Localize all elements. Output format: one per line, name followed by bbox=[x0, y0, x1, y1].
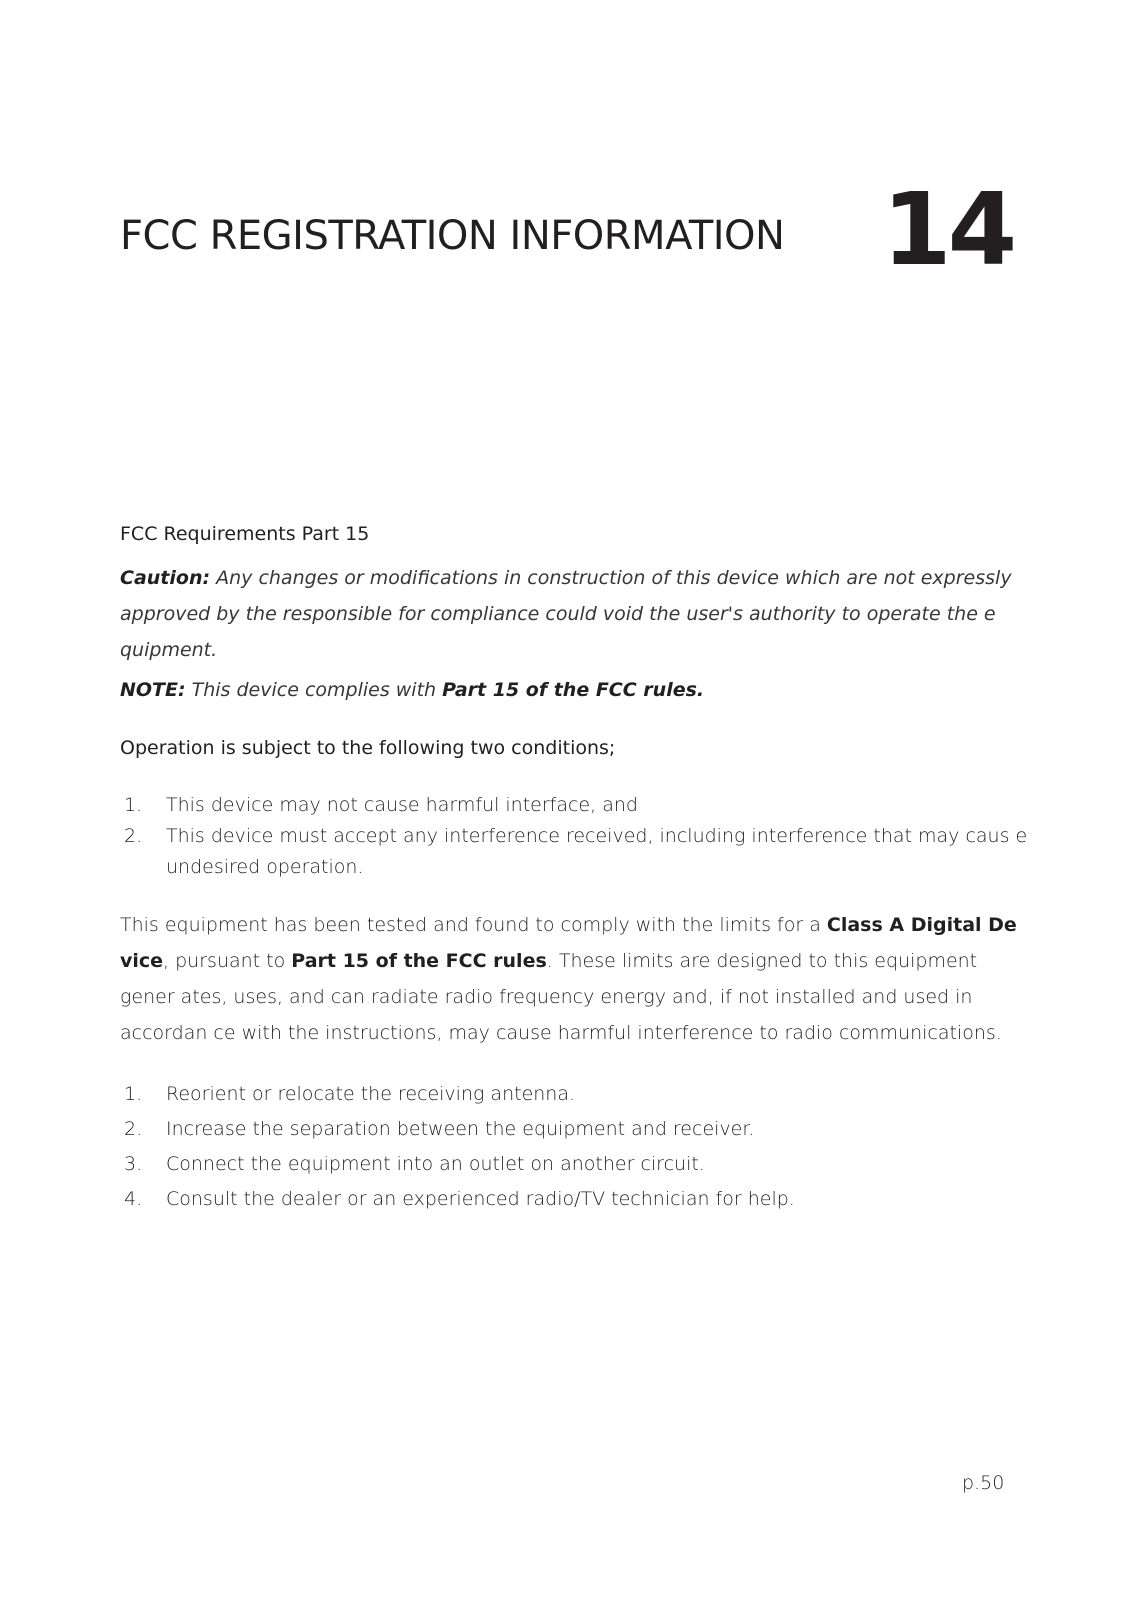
caution-text: Any changes or modifications in construction of this device which are not expressly approved by the responsible for compliance could void the user's authority to operate the e quipment. bbox=[120, 567, 1012, 661]
list-item bbox=[120, 1182, 1030, 1217]
equipment-text-1: This equipment has been tested and found to comply with the limits for a bbox=[120, 914, 827, 936]
list-item bbox=[120, 1077, 1030, 1112]
note-label: NOTE: bbox=[120, 679, 186, 701]
list-item-text: This device may not cause harmful interface, and bbox=[166, 794, 638, 816]
list-item bbox=[120, 821, 1030, 883]
equipment-rules-label: Part 15 of the FCC rules bbox=[291, 950, 547, 972]
list-item bbox=[120, 790, 1030, 821]
list-item-text: Reorient or relocate the receiving antenna. bbox=[166, 1083, 576, 1105]
list-item bbox=[120, 1147, 1030, 1182]
measures-list bbox=[120, 1077, 1030, 1217]
chapter-title: FCC REGISTRATION INFORMATION bbox=[120, 212, 785, 259]
section-heading: FCC Requirements Part 15 bbox=[120, 523, 370, 545]
list-item-text: Connect the equipment into an outlet on another circuit. bbox=[166, 1153, 705, 1175]
list-item-number: 2. bbox=[124, 1118, 143, 1140]
note-text: This device complies with bbox=[185, 679, 443, 701]
list-item-number: 1. bbox=[124, 794, 143, 816]
chapter-number: 14 bbox=[882, 171, 1014, 288]
list-item-text: This device must accept any interference received, including interference that may caus e undesired operation. bbox=[166, 825, 1028, 878]
page-content bbox=[120, 522, 1030, 1217]
equipment-text-2: , pursuant to bbox=[163, 950, 292, 972]
list-item-number: 1. bbox=[124, 1083, 143, 1105]
list-item-number: 4. bbox=[124, 1188, 143, 1210]
note-emphasis: Part 15 of the FCC rules. bbox=[442, 679, 705, 701]
note-paragraph bbox=[120, 672, 1030, 708]
equipment-paragraph bbox=[120, 907, 1030, 1051]
caution-paragraph bbox=[120, 560, 1030, 668]
page-number: p.50 bbox=[962, 1472, 1005, 1494]
list-item-number: 3. bbox=[124, 1153, 143, 1175]
list-item-text: Consult the dealer or an experienced radio/TV technician for help. bbox=[166, 1188, 795, 1210]
caution-label: Caution: bbox=[120, 567, 211, 589]
list-item bbox=[120, 1112, 1030, 1147]
conditions-list bbox=[120, 790, 1030, 883]
list-item-number: 2. bbox=[124, 825, 143, 847]
equipment-class-label: Class A Digital De vice bbox=[120, 914, 1017, 972]
list-item-text: Increase the separation between the equipment and receiver. bbox=[166, 1118, 755, 1140]
equipment-text-3: . These limits are designed to this equipment gener ates, uses, and can radiate radio frequency energy and, if not installed and used in accordan ce with the instructions, may cause harmful interference to radio communications. bbox=[120, 950, 1002, 1044]
conditions-heading: Operation is subject to the following two conditions; bbox=[120, 737, 616, 759]
